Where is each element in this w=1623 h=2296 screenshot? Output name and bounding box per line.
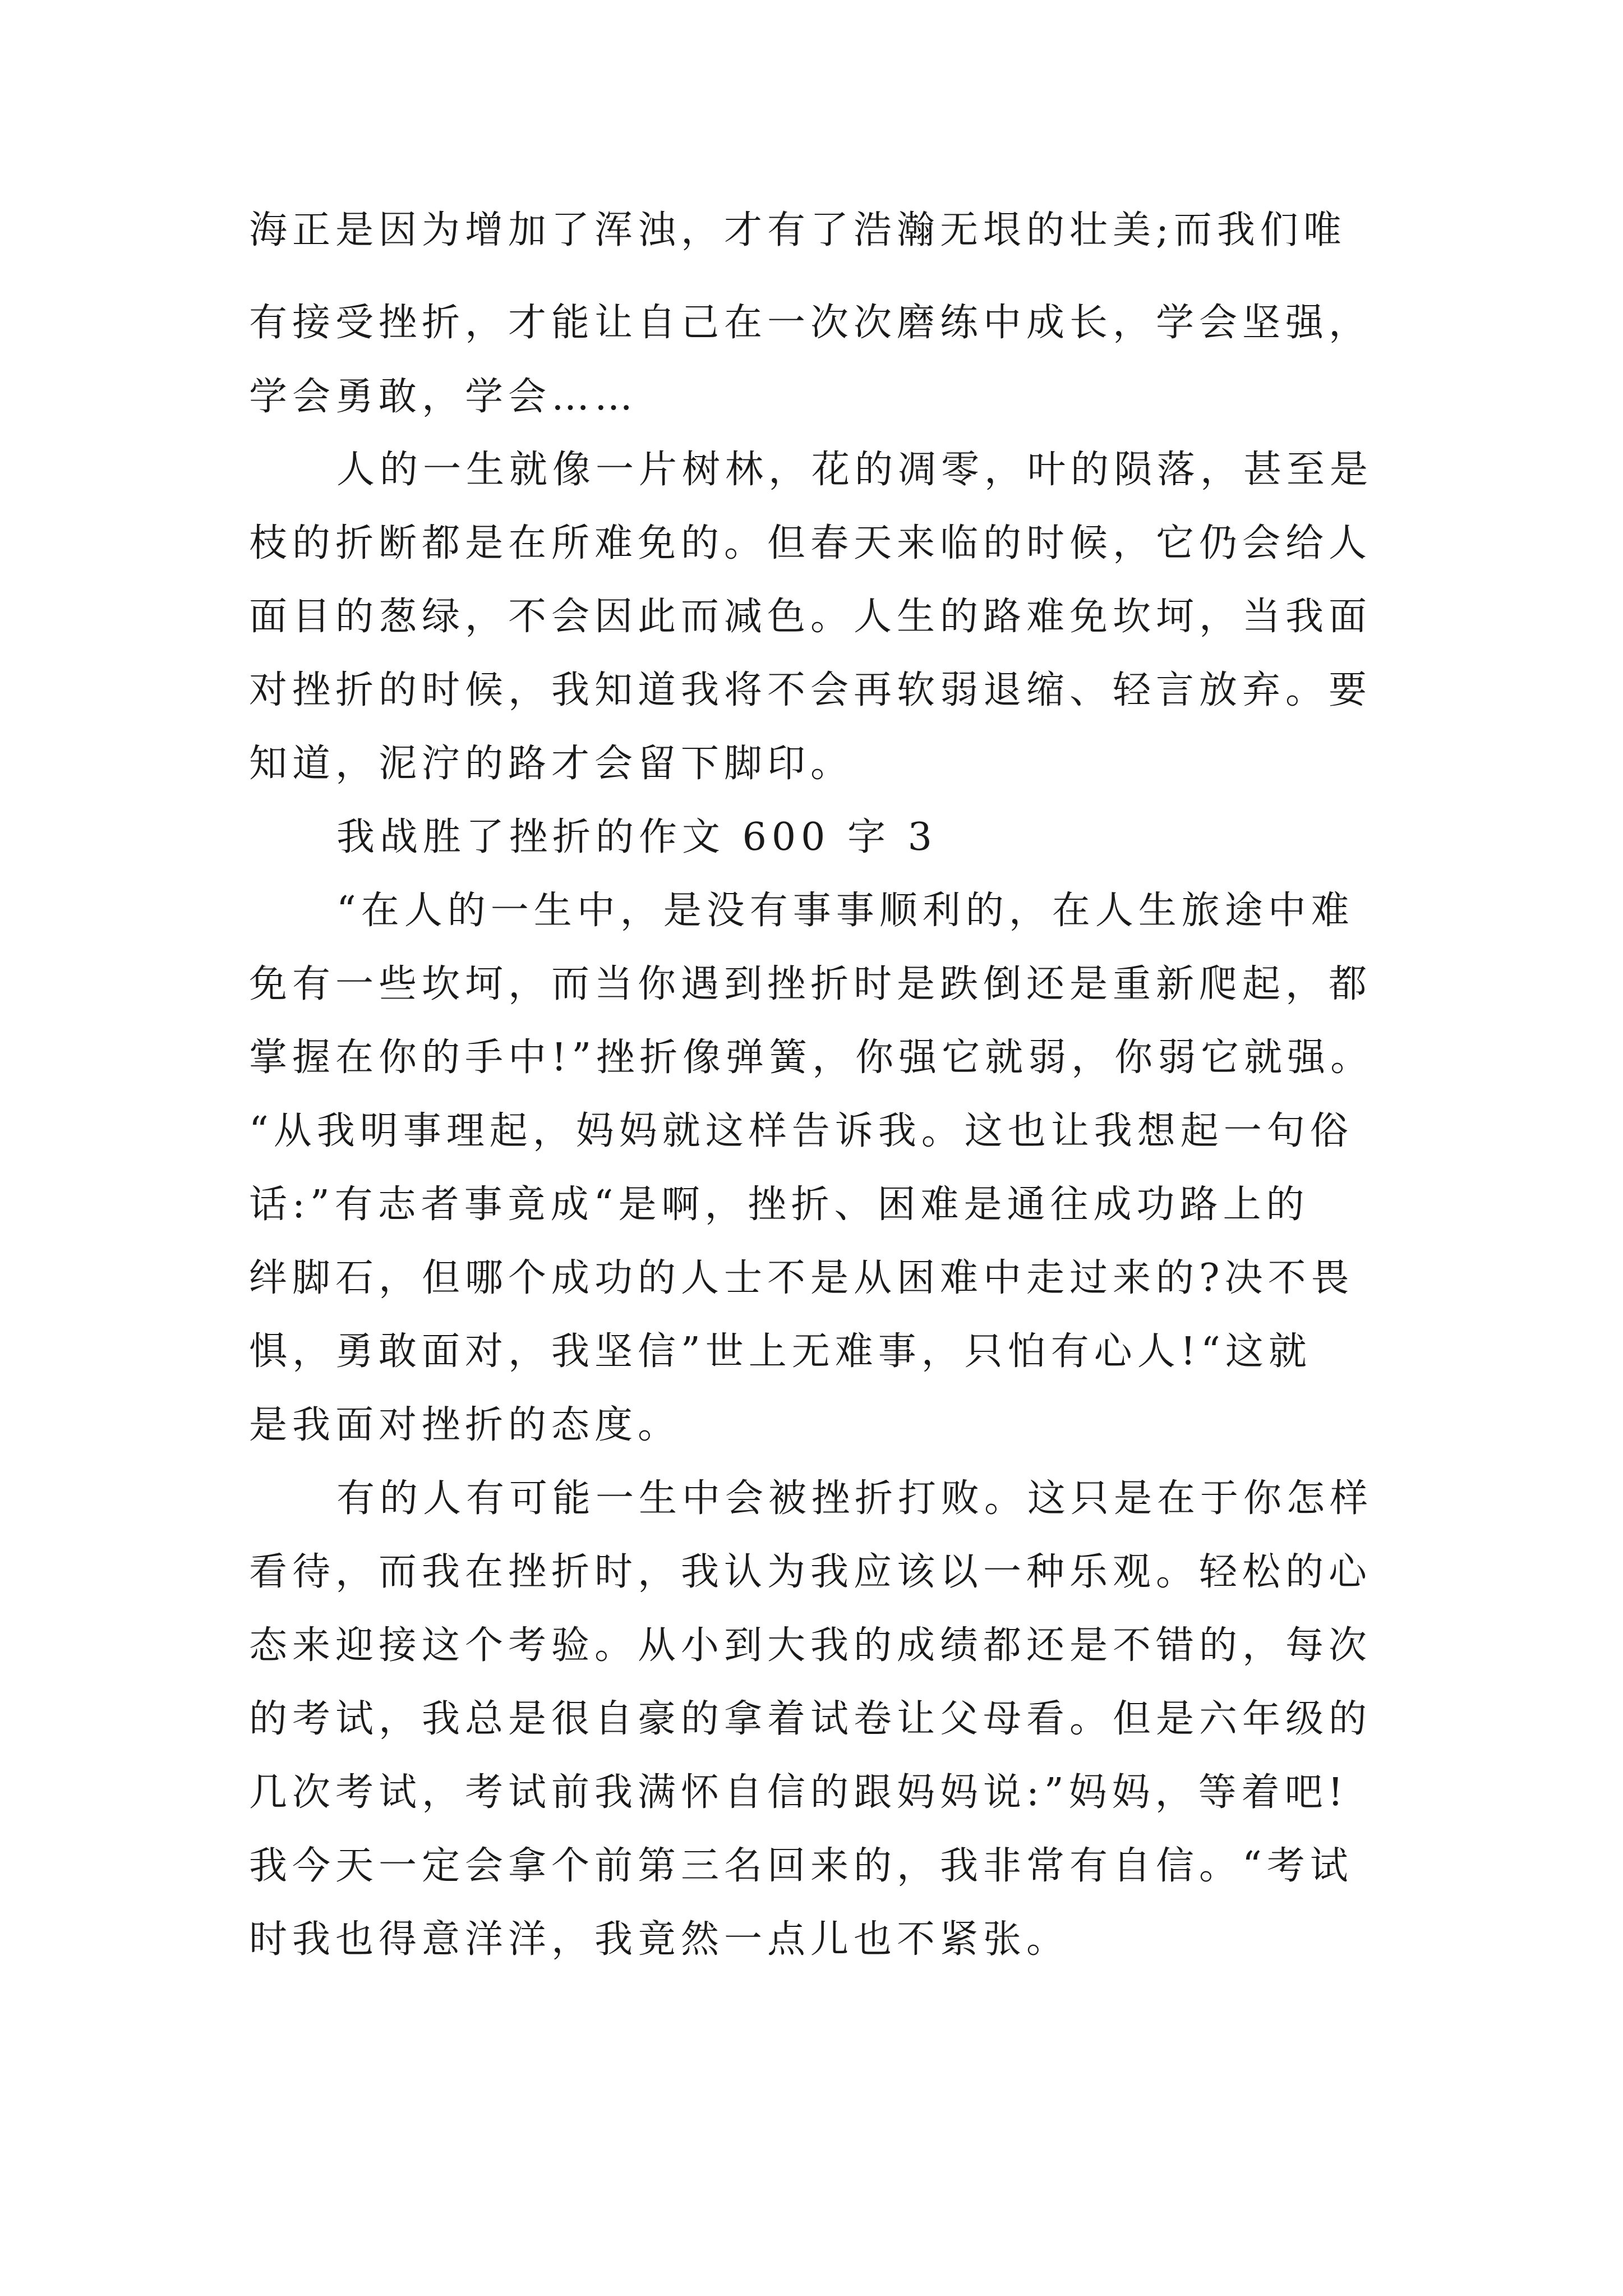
- text-line: “从我明事理起，妈妈就这样告诉我。这也让我想起一句俗: [249, 1109, 1353, 1153]
- text-line: 面目的葱绿，不会因此而减色。人生的路难免坎坷，当我面: [249, 595, 1372, 639]
- text-line: 的考试，我总是很自豪的拿着试卷让父母看。但是六年级的: [249, 1697, 1372, 1741]
- text-line: 学会勇敢，学会……: [249, 375, 638, 419]
- text-line: 有接受挫折，才能让自己在一次次磨练中成长，学会坚强，: [249, 301, 1372, 345]
- text-line: 对挫折的时候，我知道我将不会再软弱退缩、轻言放弃。要: [249, 668, 1372, 712]
- text-line: 是我面对挫折的态度。: [249, 1403, 681, 1447]
- text-line: 态来迎接这个考验。从小到大我的成绩都还是不错的，每次: [249, 1623, 1372, 1668]
- text-line: 看待，而我在挫折时，我认为我应该以一种乐观。轻松的心: [249, 1550, 1372, 1594]
- text-line: 惧，勇敢面对，我坚信”世上无难事，只怕有心人!“这就: [249, 1329, 1312, 1374]
- text-line: 海正是因为增加了浑浊，才有了浩瀚无垠的壮美;而我们唯: [249, 208, 1347, 252]
- text-line: 掌握在你的手中!”挫折像弹簧，你强它就弱，你弱它就强。: [249, 1036, 1374, 1080]
- text-line: 几次考试，考试前我满怀自信的跟妈妈说:”妈妈，等着吧!: [249, 1770, 1349, 1815]
- section-heading: 我战胜了挫折的作文 600 字 3: [336, 815, 937, 859]
- text-line: 绊脚石，但哪个成功的人士不是从困难中走过来的?决不畏: [249, 1256, 1354, 1300]
- text-line: 话:”有志者事竟成“是啊，挫折、困难是通往成功路上的: [249, 1182, 1310, 1227]
- text-line: 知道，泥泞的路才会留下脚印。: [249, 742, 854, 786]
- text-line: 时我也得意洋洋，我竟然一点儿也不紧张。: [249, 1917, 1070, 1962]
- paragraph-first-line: “在人的一生中，是没有事事顺利的，在人生旅途中难: [336, 889, 1354, 933]
- text-line: 免有一些坎坷，而当你遇到挫折时是跌倒还是重新爬起，都: [249, 962, 1372, 1006]
- text-line: 枝的折断都是在所难免的。但春天来临的时候，它仍会给人: [249, 521, 1372, 565]
- text-line: 我今天一定会拿个前第三名回来的，我非常有自信。“考试: [249, 1844, 1353, 1888]
- paragraph-first-line: 有的人有可能一生中会被挫折打败。这只是在于你怎样: [336, 1476, 1373, 1521]
- paragraph-first-line: 人的一生就像一片树林，花的凋零，叶的陨落，甚至是: [336, 448, 1373, 492]
